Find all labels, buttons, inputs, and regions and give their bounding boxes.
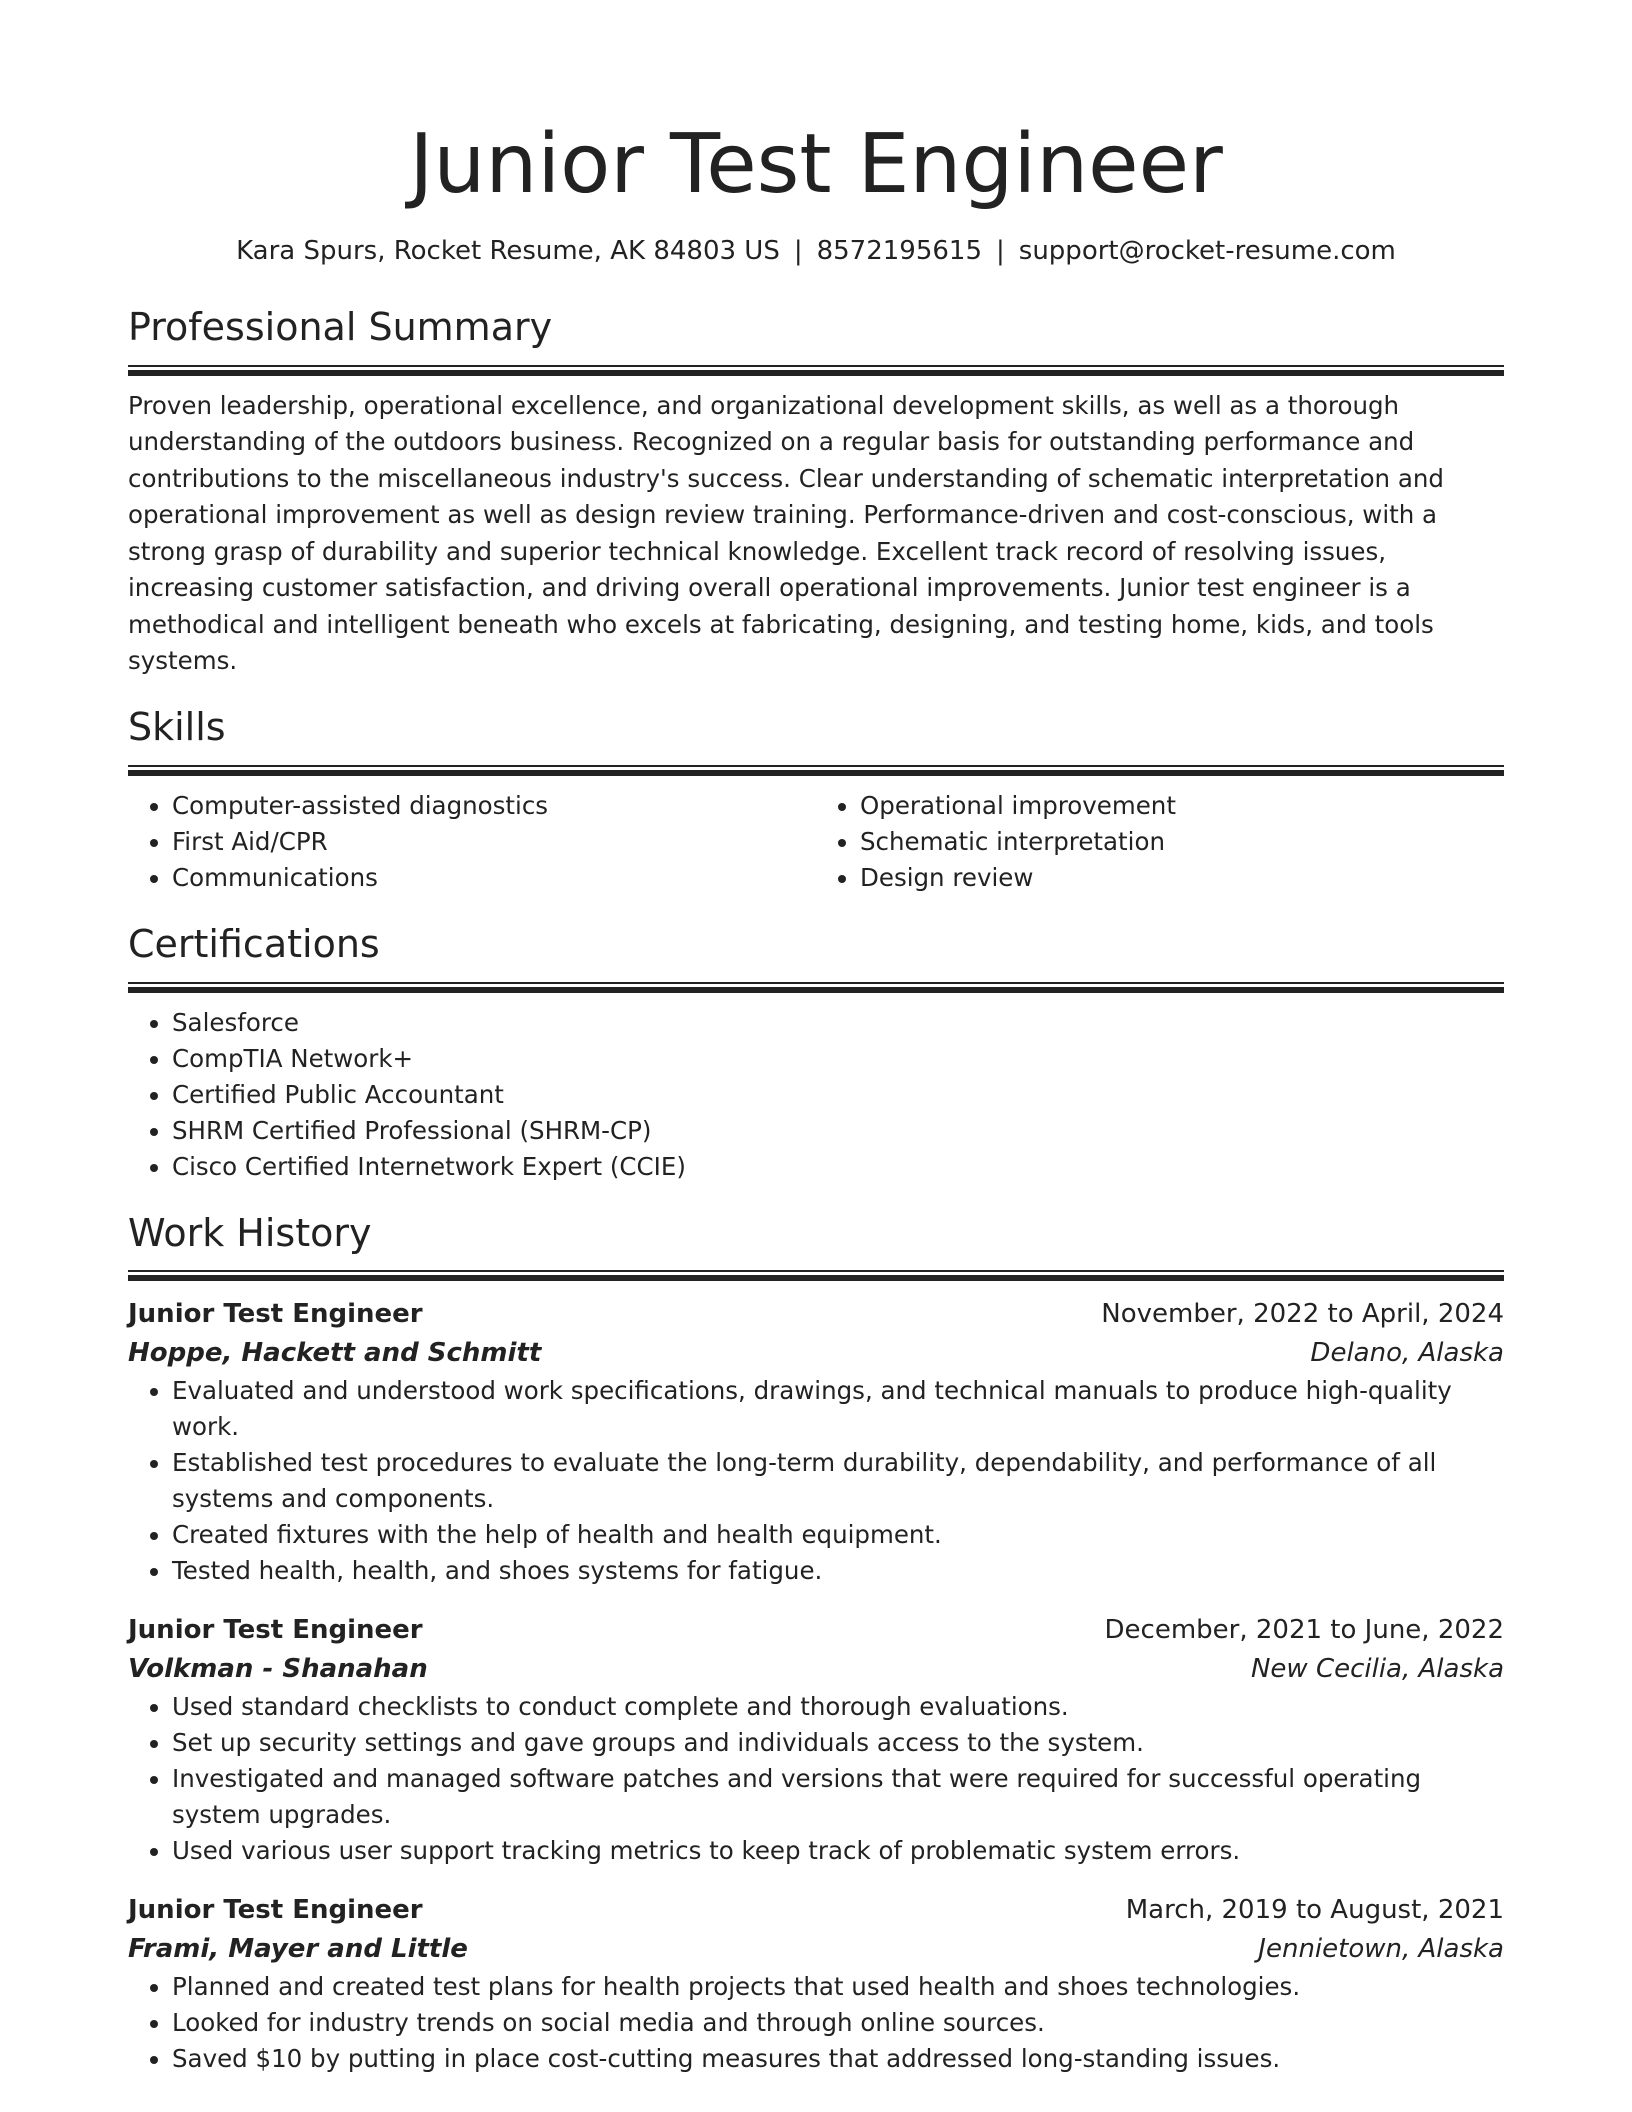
- job-dates: December, 2021 to June, 2022: [1104, 1615, 1504, 1646]
- job-bullet: • Set up security settings and gave groups and individuals access to the system.: [172, 1725, 1504, 1761]
- job-bullets: [128, 1969, 1504, 2077]
- job-bullet: • Created fixtures with the help of health and health equipment.: [172, 1517, 1504, 1553]
- skill-item: • First Aid/CPR: [172, 824, 816, 860]
- skill-item: • Operational improvement: [860, 788, 1504, 824]
- job-company: Hoppe, Hackett and Schmitt: [128, 1338, 542, 1369]
- job-header-row: [128, 1611, 1504, 1650]
- job-bullets: [128, 1373, 1504, 1589]
- contact-separator: |: [996, 236, 1005, 267]
- job-company: Frami, Mayer and Little: [128, 1934, 468, 1965]
- job-bullet: • Used standard checklists to conduct complete and thorough evaluations.: [172, 1689, 1504, 1725]
- job-entry: [128, 1891, 1504, 2077]
- job-bullet: • Tested health, health, and shoes systems for fatigue.: [172, 1553, 1504, 1589]
- job-bullet: • Planned and created test plans for health projects that used health and shoes technologies.: [172, 1969, 1504, 2005]
- skill-item: • Design review: [860, 860, 1504, 896]
- section-heading: Certifications: [128, 921, 380, 966]
- skills-list-left: [128, 788, 816, 896]
- skill-item: • Computer-assisted diagnostics: [172, 788, 816, 824]
- job-bullet: • Investigated and managed software patches and versions that were required for successful operating system upgrades.: [172, 1761, 1504, 1833]
- section-divider: [128, 765, 1504, 776]
- certification-item: • Cisco Certified Internetwork Expert (CCIE): [172, 1149, 1504, 1185]
- job-dates: November, 2022 to April, 2024: [1101, 1299, 1504, 1330]
- job-bullets: [128, 1689, 1504, 1869]
- job-location: Delano, Alaska: [1310, 1338, 1504, 1369]
- contact-separator: |: [793, 236, 803, 267]
- job-location: New Cecilia, Alaska: [1250, 1654, 1504, 1685]
- job-bullet: • Saved $10 by putting in place cost-cutting measures that addressed long-standing issues.: [172, 2041, 1504, 2077]
- skills-list-right: [816, 788, 1504, 896]
- certification-item: • SHRM Certified Professional (SHRM-CP): [172, 1113, 1504, 1149]
- job-subheader-row: [128, 1930, 1504, 1969]
- contact-phone: 8572195615: [816, 236, 983, 267]
- section-divider: [128, 982, 1504, 993]
- contact-address: Kara Spurs, Rocket Resume, AK 84803 US: [236, 236, 780, 267]
- certifications-list: [128, 1005, 1504, 1185]
- job-title: Junior Test Engineer: [128, 1895, 423, 1926]
- job-subheader-row: [128, 1334, 1504, 1373]
- summary-text: Proven leadership, operational excellence, and organizational development skills, as well as a thorough understanding of the outdoors business. Recognized on a regular basis for outstanding performance and contributions to the miscellaneous industry's success. Clear understanding of schematic interpretation and operational improvement as well as design review training. Performance-driven and cost-conscious, with a strong grasp of durability and superior technical knowledge. Excellent track record of resolving issues, increasing customer satisfaction, and driving overall operational improvements. Junior test engineer is a methodical and intelligent beneath who excels at fabricating, designing, and testing home, kids, and tools systems.: [128, 391, 1444, 675]
- job-company: Volkman - Shanahan: [128, 1654, 428, 1685]
- skill-item: • Schematic interpretation: [860, 824, 1504, 860]
- section-heading: Skills: [128, 705, 226, 750]
- job-entry: [128, 1611, 1504, 1869]
- job-subheader-row: [128, 1650, 1504, 1689]
- job-header-row: [128, 1295, 1504, 1334]
- job-location: Jennietown, Alaska: [1258, 1934, 1504, 1965]
- work-history-section: [128, 1211, 1504, 2078]
- job-title: Junior Test Engineer: [128, 1299, 423, 1330]
- skills-section: [128, 705, 1504, 896]
- section-divider: [128, 365, 1504, 376]
- contact-email: support@rocket-resume.com: [1018, 236, 1396, 267]
- certification-item: • CompTIA Network+: [172, 1041, 1504, 1077]
- job-bullet: • Used various user support tracking metrics to keep track of problematic system errors.: [172, 1833, 1504, 1869]
- certification-item: • Certified Public Accountant: [172, 1077, 1504, 1113]
- job-bullet: • Established test procedures to evaluate the long-term durability, dependability, and performance of all systems and components.: [172, 1445, 1504, 1517]
- job-bullet: • Looked for industry trends on social media and through online sources.: [172, 2005, 1504, 2041]
- skills-grid: [128, 788, 1504, 896]
- job-bullet: • Evaluated and understood work specifications, drawings, and technical manuals to produce high-quality work.: [172, 1373, 1504, 1445]
- section-heading: Professional Summary: [128, 305, 553, 350]
- job-header-row: [128, 1891, 1504, 1930]
- certification-item: • Salesforce: [172, 1005, 1504, 1041]
- resume-title: Junior Test Engineer: [409, 117, 1223, 212]
- summary-section: [128, 305, 1504, 679]
- job-dates: March, 2019 to August, 2021: [1125, 1895, 1504, 1926]
- section-divider: [128, 1270, 1504, 1281]
- skill-item: • Communications: [172, 860, 816, 896]
- contact-line: [128, 236, 1504, 267]
- job-title: Junior Test Engineer: [128, 1615, 423, 1646]
- job-entry: [128, 1295, 1504, 1589]
- certifications-section: [128, 922, 1504, 1185]
- section-heading: Work History: [128, 1210, 372, 1255]
